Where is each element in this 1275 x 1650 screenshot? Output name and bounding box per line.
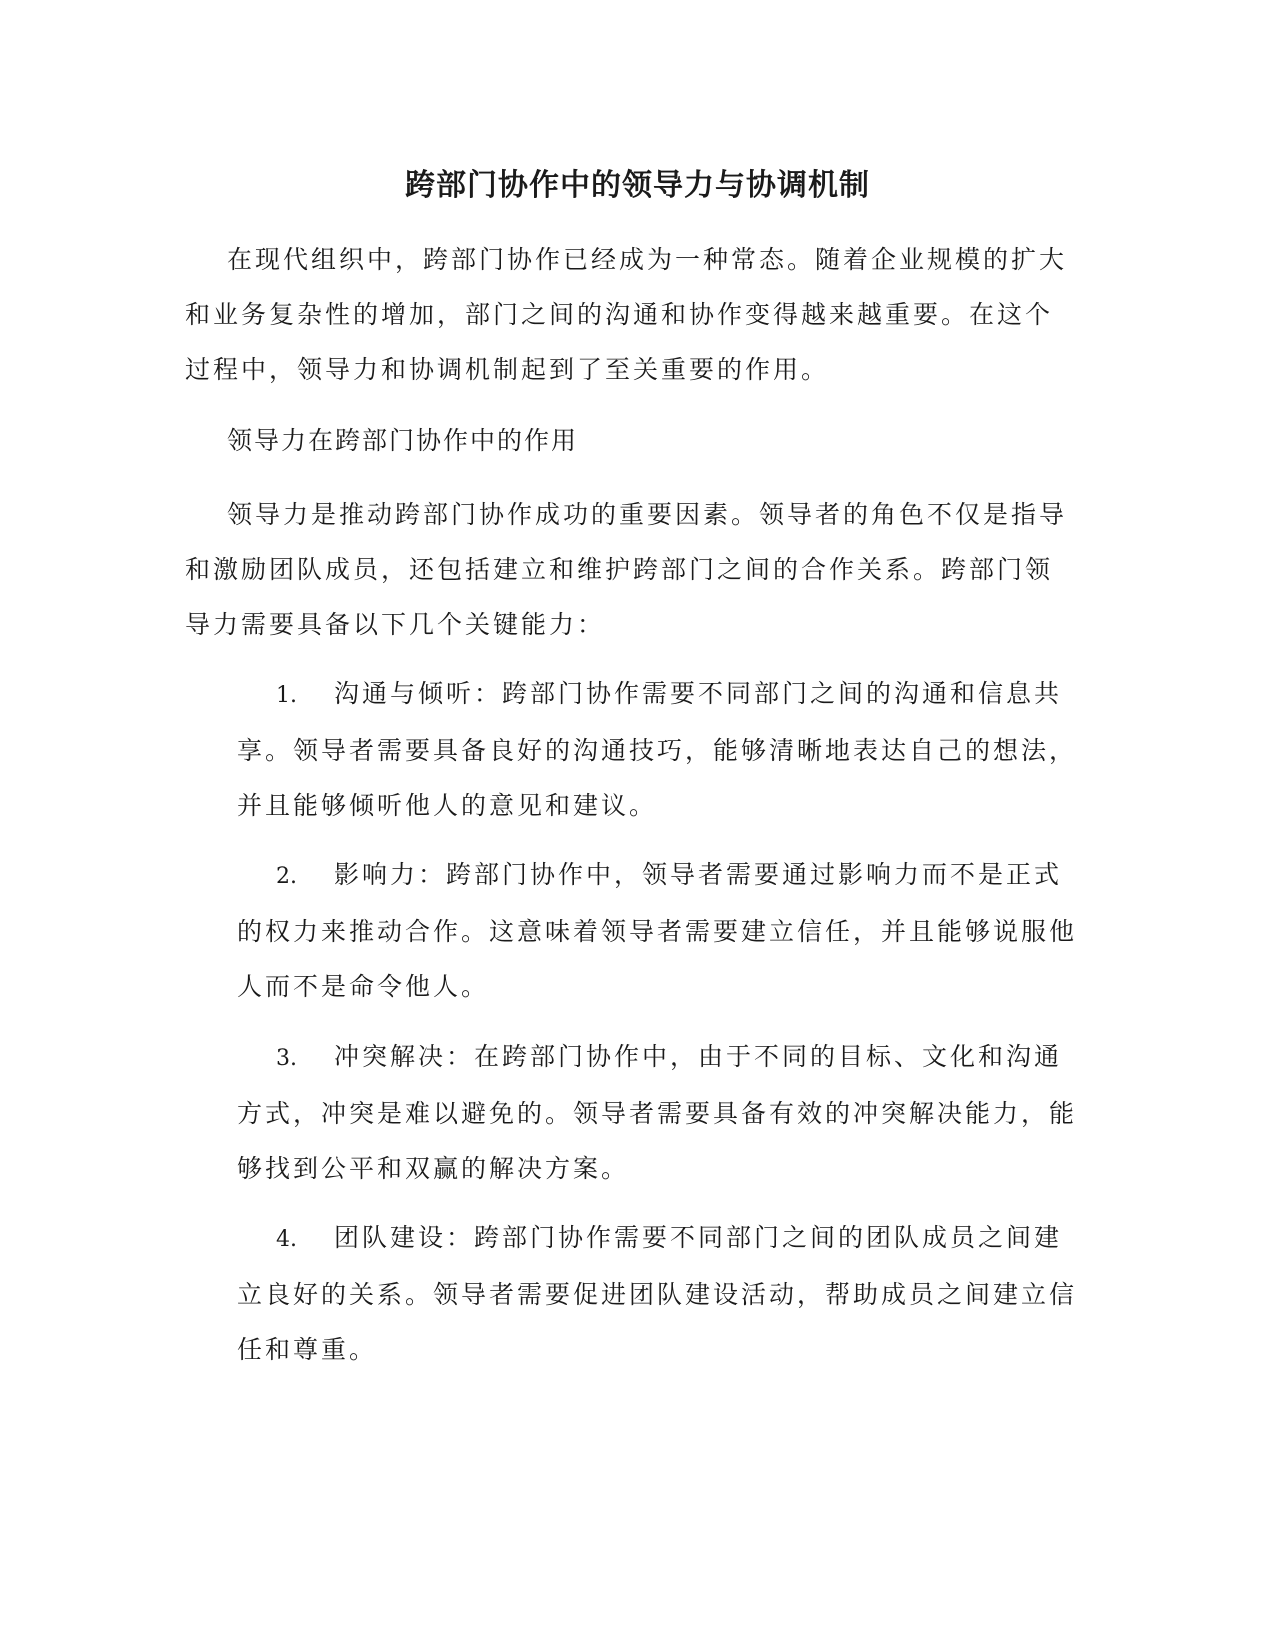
list-number: 3. [276,1046,297,1071]
list-item-text: 影响力：跨部门协作中，领导者需要通过影响力而不是正式的权力来推动合作。这意味着领导者需要建立信任，并且能够说服他人而不是命令他人。 [237,860,1078,1001]
list-item-text: 团队建设：跨部门协作需要不同部门之间的团队成员之间建立良好的关系。领导者需要促进团队建设活动，帮助成员之间建立信任和尊重。 [237,1223,1078,1364]
document-title: 跨部门协作中的领导力与协调机制 [405,168,870,203]
list-item-text: 冲突解决：在跨部门协作中，由于不同的目标、文化和沟通方式，冲突是难以避免的。领导者需要具备有效的冲突解决能力，能够找到公平和双赢的解决方案。 [237,1042,1078,1183]
list-number: 1. [276,683,297,708]
list-item-3 [237,1029,1077,1196]
list-item-4 [237,1210,1077,1377]
list-item-text: 沟通与倾听：跨部门协作需要不同部门之间的沟通和信息共享。领导者需要具备良好的沟通技巧，能够清晰地表达自己的想法，并且能够倾听他人的意见和建议。 [237,679,1078,820]
intro-paragraph: 在现代组织中，跨部门协作已经成为一种常态。随着企业规模的扩大和业务复杂性的增加，部门之间的沟通和协作变得越来越重要。在这个过程中，领导力和协调机制起到了至关重要的作用。 [185,245,1068,384]
section-heading: 领导力在跨部门协作中的作用 [227,426,579,455]
section-paragraph: 领导力是推动跨部门协作成功的重要因素。领导者的角色不仅是指导和激励团队成员，还包括建立和维护跨部门之间的合作关系。跨部门领导力需要具备以下几个关键能力： [185,500,1068,639]
list-item-1 [237,666,1077,833]
list-number: 2. [276,864,297,889]
list-number: 4. [276,1227,297,1252]
list-item-2 [237,847,1077,1014]
